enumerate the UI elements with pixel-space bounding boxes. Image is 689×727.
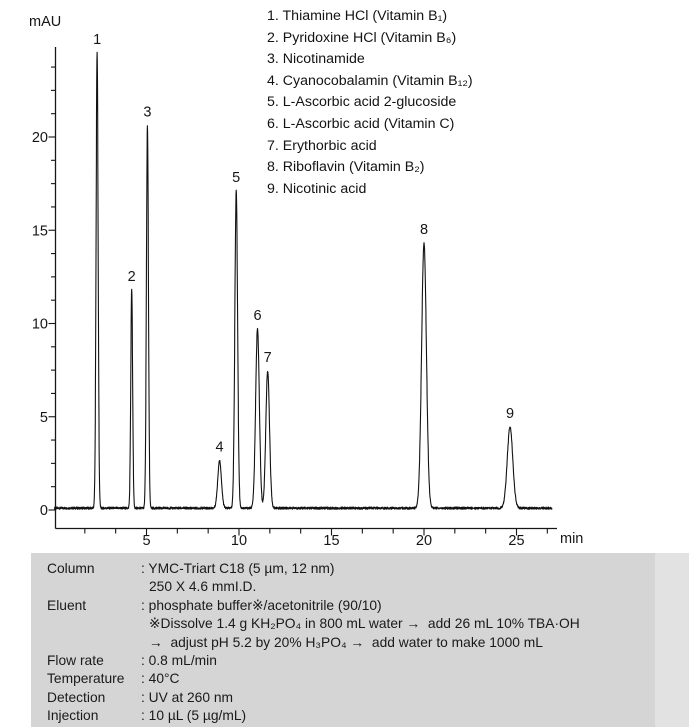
condition-label: Temperature [47,671,125,687]
legend-item: 6. L-Ascorbic acid (Vitamin C) [267,115,455,132]
condition-value [141,560,689,597]
condition-value-line: 250 X 4.6 mmI.D. [149,579,257,595]
x-tick-label: 5 [142,533,151,549]
x-tick-label: 15 [323,533,340,549]
condition-value-line: : 0.8 mL/min [141,653,217,669]
condition-value-line: : 10 µL (5 µg/mL) [141,708,247,724]
peak-number-label-1: 1 [93,31,102,48]
legend-item: 2. Pyridoxine HCl (Vitamin B₆) [267,29,457,46]
condition-value-line: → adjust pH 5.2 by 20% H₃PO₄ → add water to make 1000 mL [149,634,543,650]
analysis-conditions-table [31,553,689,727]
peak-number-label-3: 3 [143,104,152,121]
peak-number-label-4: 4 [215,439,224,456]
condition-value-line: ※Dissolve 1.4 g KH₂PO₄ in 800 mL water → add 26 mL 10% TBA·OH [149,616,580,632]
condition-row [47,652,689,670]
condition-row [47,707,689,725]
condition-row [47,597,689,652]
y-tick-label: 5 [39,409,48,426]
y-tick-label: 15 [31,223,48,240]
legend-item: 4. Cyanocobalamin (Vitamin B₁₂) [267,72,473,89]
peak-legend [267,6,473,200]
condition-row [47,689,689,707]
condition-label: Flow rate [47,653,104,669]
peak-number-label-8: 8 [419,222,429,239]
condition-value-line: : UV at 260 nm [141,689,234,705]
x-axis-unit-label: min [560,531,584,547]
condition-value [141,597,689,652]
condition-row [47,670,689,688]
peak-number-label-6: 6 [253,307,262,324]
legend-item: 9. Nicotinic acid [267,180,367,197]
condition-value [141,670,689,688]
x-tick-label: 10 [230,533,248,549]
legend-item: 5. L-Ascorbic acid 2-glucoside [267,94,457,111]
x-tick-label: 25 [508,533,525,549]
x-tick-label: 20 [415,533,433,549]
peak-number-label-9: 9 [505,405,515,422]
peak-number-label-2: 2 [127,268,136,285]
legend-item: 1. Thiamine HCl (Vitamin B₁) [267,8,448,24]
condition-label: Column [47,561,95,576]
condition-label: Eluent [47,597,87,613]
condition-value-line: : phosphate buffer※/acetonitrile (90/10) [141,597,382,613]
condition-value [141,652,689,670]
condition-value-line: : 40°C [141,671,180,687]
y-tick-label: 0 [39,503,48,519]
condition-label: Injection [47,708,99,724]
y-axis-unit-label: mAU [29,14,62,30]
y-tick-label: 20 [31,130,48,146]
peak-number-label-5: 5 [232,169,241,186]
legend-item: 8. Riboflavin (Vitamin B₂) [267,159,425,176]
peak-number-label-7: 7 [263,349,272,366]
condition-value [141,707,689,725]
legend-item: 7. Erythorbic acid [267,137,377,154]
condition-label: Detection [47,689,106,705]
condition-row [47,560,689,597]
condition-value-line: : YMC-Triart C18 (5 µm, 12 nm) [141,561,335,576]
legend-item: 3. Nicotinamide [267,51,365,68]
y-tick-label: 10 [31,316,48,333]
condition-value [141,689,689,707]
